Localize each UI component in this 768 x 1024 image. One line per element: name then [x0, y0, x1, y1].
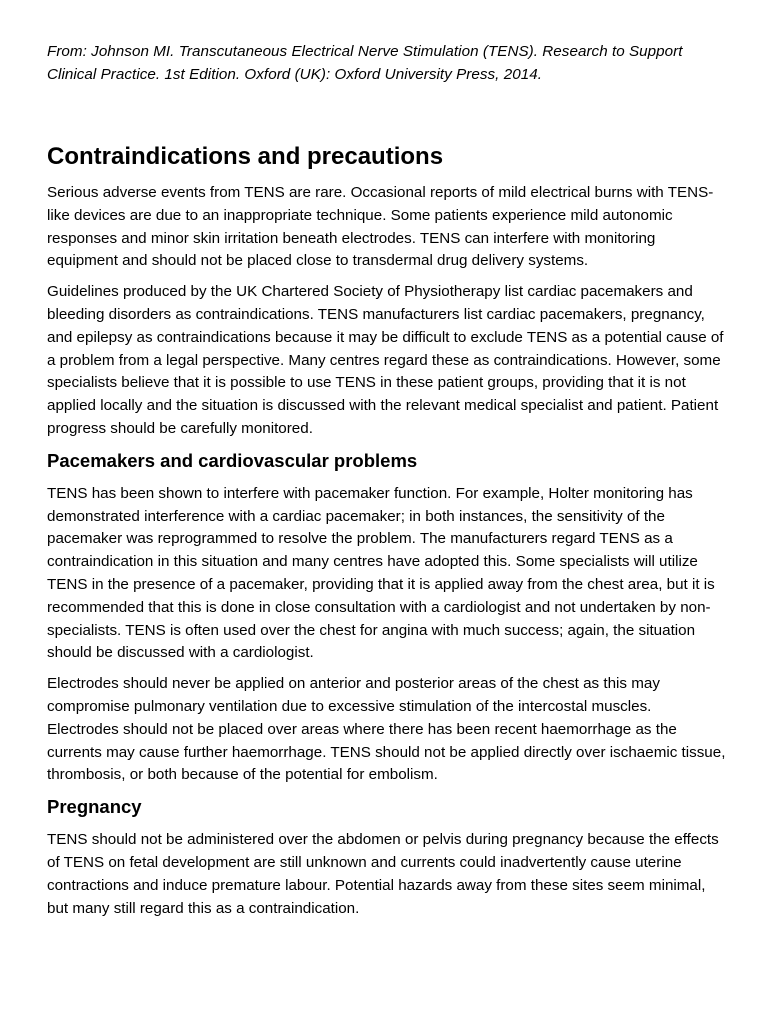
intro-paragraph-1: Serious adverse events from TENS are rare. Occasional reports of mild electrical burns with TENS-like devices are due to an inappropriate technique. Some patients experience mild autonomic responses and minor skin irritation beneath electrodes. TENS can interfere with monitoring equipment and should not be placed close to transdermal drug delivery systems. [47, 184, 714, 270]
citation: From: Johnson MI. Transcutaneous Electrical Nerve Stimulation (TENS). Research to Support Clinical Practice. 1st Edition. Oxford (UK): Oxford University Press, 2014. [47, 43, 683, 83]
page-title: Contraindications and precautions [47, 143, 444, 170]
pacemakers-paragraph-2: Electrodes should never be applied on anterior and posterior areas of the chest as this may compromise pulmonary ventilation due to excessive stimulation of the intercostal muscles. Electrodes should not be placed over areas where there has been recent haemorrhage as the currents may cause further haemorrhage. TENS should not be applied directly over ischaemic tissue, thrombosis, or both because of the potential for embolism. [47, 675, 726, 784]
document-page [47, 40, 727, 928]
pacemakers-heading: Pacemakers and cardiovascular problems [47, 449, 418, 471]
pacemakers-paragraph-1: TENS has been shown to interfere with pacemaker function. For example, Holter monitoring has demonstrated interference with a cardiac pacemaker; in both instances, the sensitivity of the pacemaker was reprogrammed to resolve the problem. The manufacturers regard TENS as a contraindication in this situation and many centres have adopted this. Some specialists will utilize TENS in the presence of a pacemaker, providing that it is applied away from the chest area, but it is recommended that this is done in close consultation with a cardiologist and not undertaken by non-specialists. TENS is often used over the chest for angina with much success; again, the situation should be discussed with a cardiologist. [47, 484, 715, 662]
pregnancy-paragraph-1: TENS should not be administered over the abdomen or pelvis during pregnancy because the effects of TENS on fetal development are still unknown and currents could inadvertently cause uterine contractions and induce premature labour. Potential hazards away from these sites seem minimal, but many still regard this as a contraindication. [47, 831, 719, 917]
intro-paragraph-2: Guidelines produced by the UK Chartered Society of Physiotherapy list cardiac pacemakers and bleeding disorders as contraindications. TENS manufacturers list cardiac pacemakers, pregnancy, and epilepsy as contraindications because it may be difficult to exclude TENS as a potential cause of a problem from a legal perspective. Many centres regard these as contraindications. However, some specialists believe that it is possible to use TENS in these patient groups, providing that it is not applied locally and the situation is discussed with the relevant medical specialist and patient. Patient progress should be carefully monitored. [47, 283, 724, 437]
pregnancy-heading: Pregnancy [47, 796, 142, 818]
